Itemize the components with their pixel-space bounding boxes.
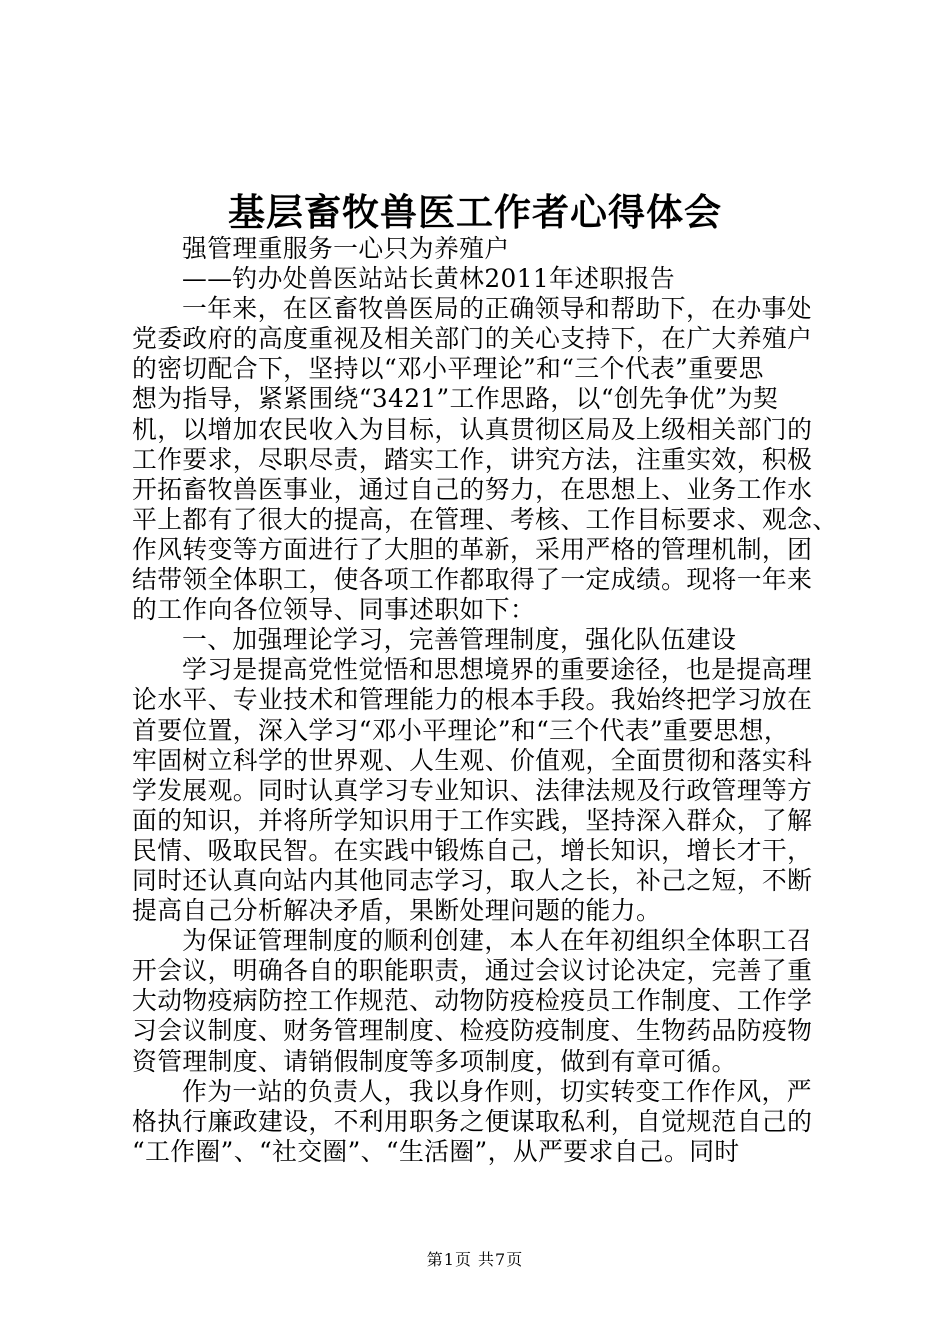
text-line: 开会议，明确各自的职能职责，通过会议讨论决定，完善了重 [132,956,813,986]
text-line: 党委政府的高度重视及相关部门的关心支持下，在广大养殖户 [132,324,813,354]
text-line: 平上都有了很大的提高，在管理、考核、工作目标要求、观念、 [132,504,838,534]
document-body [132,234,838,1167]
text-line: 一、加强理论学习，完善管理制度，强化队伍建设 [182,625,737,655]
document-title: 基层畜牧兽医工作者心得体会 [228,191,722,234]
text-line: 的密切配合下，坚持以“邓小平理论”和“三个代表”重要思 [132,354,764,384]
text-line: 一年来，在区畜牧兽医局的正确领导和帮助下，在办事处 [182,294,812,324]
text-line: 牢固树立科学的世界观、人生观、价值观，全面贯彻和落实科 [132,745,813,775]
text-line: 的工作向各位领导、同事述职如下： [132,595,536,625]
text-line: 首要位置，深入学习“邓小平理论”和“三个代表”重要思想， [132,715,790,745]
page-footer: 第1页 共7页 [426,1250,524,1269]
text-line: 面的知识，并将所学知识用于工作实践，坚持深入群众，了解 [132,805,813,835]
text-line: 作为一站的负责人，我以身作则，切实转变工作作风，严 [182,1076,812,1106]
text-line: 想为指导，紧紧围绕“3421”工作思路，以“创先争优”为契 [132,384,779,414]
text-line: 作风转变等方面进行了大胆的革新，采用严格的管理机制，团 [132,534,813,564]
text-line: 大动物疫病防控工作规范、动物防疫检疫员工作制度、工作学 [132,986,813,1016]
text-line: “工作圈”、“社交圈”、“生活圈”，从严要求自己。同时 [132,1136,740,1166]
text-line: 民情、吸取民智。在实践中锻炼自己，增长知识，增长才干， [132,835,813,865]
text-line: 工作要求，尽职尽责，踏实工作，讲究方法，注重实效，积极 [132,444,813,474]
text-line: 强管理重服务一心只为养殖户 [182,234,510,263]
text-line: 结带领全体职工，使各项工作都取得了一定成绩。现将一年来 [132,565,813,595]
text-line: 开拓畜牧兽医事业，通过自己的努力，在思想上、业务工作水 [132,474,813,504]
text-line: 学发展观。同时认真学习专业知识、法律法规及行政管理等方 [132,775,813,805]
text-line: 格执行廉政建设，不利用职务之便谋取私利，自觉规范自己的 [132,1106,813,1136]
text-line: 提高自己分析解决矛盾，果断处理问题的能力。 [132,896,662,926]
text-line: 为保证管理制度的顺利创建，本人在年初组织全体职工召 [182,926,812,956]
text-line: 机，以增加农民收入为目标，认真贯彻区局及上级相关部门的 [132,414,813,444]
text-line: 资管理制度、请销假制度等多项制度，做到有章可循。 [132,1046,737,1076]
text-line: 学习是提高党性觉悟和思想境界的重要途径，也是提高理 [182,655,812,685]
text-line: 同时还认真向站内其他同志学习，取人之长，补己之短，不断 [132,865,813,895]
text-line: 论水平、专业技术和管理能力的根本手段。我始终把学习放在 [132,685,813,715]
text-line: 习会议制度、财务管理制度、检疫防疫制度、生物药品防疫物 [132,1016,813,1046]
text-line: ——钓办处兽医站站长黄林2011年述职报告 [182,264,676,294]
